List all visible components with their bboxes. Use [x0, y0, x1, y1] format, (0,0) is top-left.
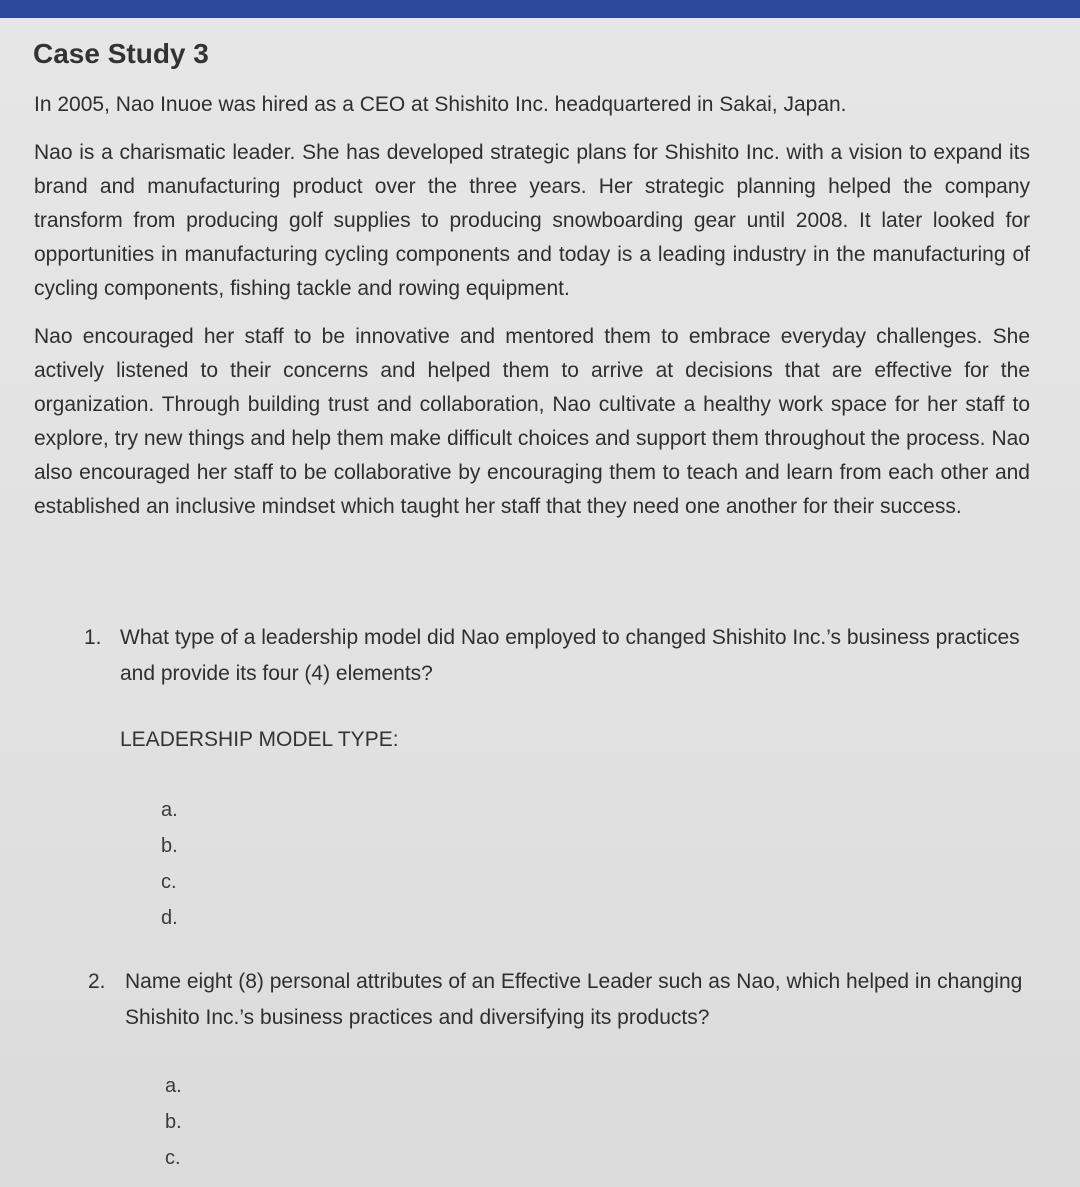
document-page: [0, 18, 1080, 1187]
answer-item: c.: [161, 871, 177, 893]
answer-item: b.: [161, 835, 178, 857]
strategy-paragraph: Nao is a charismatic leader. She has developed strategic plans for Shishito Inc. with a vision to expand its brand and manufacturing product over the three years. Her strategic planning helped the company transform from producing golf supplies to producing snowboarding gear until 2008. It later looked for opportunities in manufacturing cycling components and today is a leading industry in the manufacturing of cycling components, fishing tackle and rowing equipment.: [34, 141, 1030, 300]
case-study-title: Case Study 3: [33, 38, 209, 69]
question-text: What type of a leadership model did Nao employed to changed Shishito Inc.’s business practices and provide its four (4) elements?: [120, 626, 1020, 685]
window-top-bar: [0, 0, 1080, 18]
question-number: 1.: [84, 626, 102, 649]
answer-item: d.: [161, 907, 178, 929]
leadership-model-type-label: LEADERSHIP MODEL TYPE:: [120, 728, 399, 751]
question-number: 2.: [88, 970, 106, 993]
question-2-answer-list: [165, 1068, 182, 1176]
question-text: Name eight (8) personal attributes of an Effective Leader such as Nao, which helped in changing Shishito Inc.’s business practices and diversifying its products?: [125, 970, 1023, 1029]
answer-item: b.: [165, 1111, 182, 1133]
intro-paragraph: In 2005, Nao Inuoe was hired as a CEO at Shishito Inc. headquartered in Sakai, Japan.: [34, 93, 847, 116]
answer-item: a.: [165, 1075, 182, 1097]
staff-paragraph: Nao encouraged her staff to be innovative and mentored them to embrace everyday challenges. She actively listened to their concerns and helped them to arrive at decisions that are effective for the organization. Through building trust and collaboration, Nao cultivate a healthy work space for her staff to explore, try new things and help them make difficult choices and support them throughout the process. Nao also encouraged her staff to be collaborative by encouraging them to teach and learn from each other and established an inclusive mindset which taught her staff that they need one another for their success.: [34, 325, 1030, 518]
answer-item: c.: [165, 1147, 181, 1169]
answer-item: a.: [161, 799, 178, 821]
question-1-answer-list: [161, 792, 178, 936]
